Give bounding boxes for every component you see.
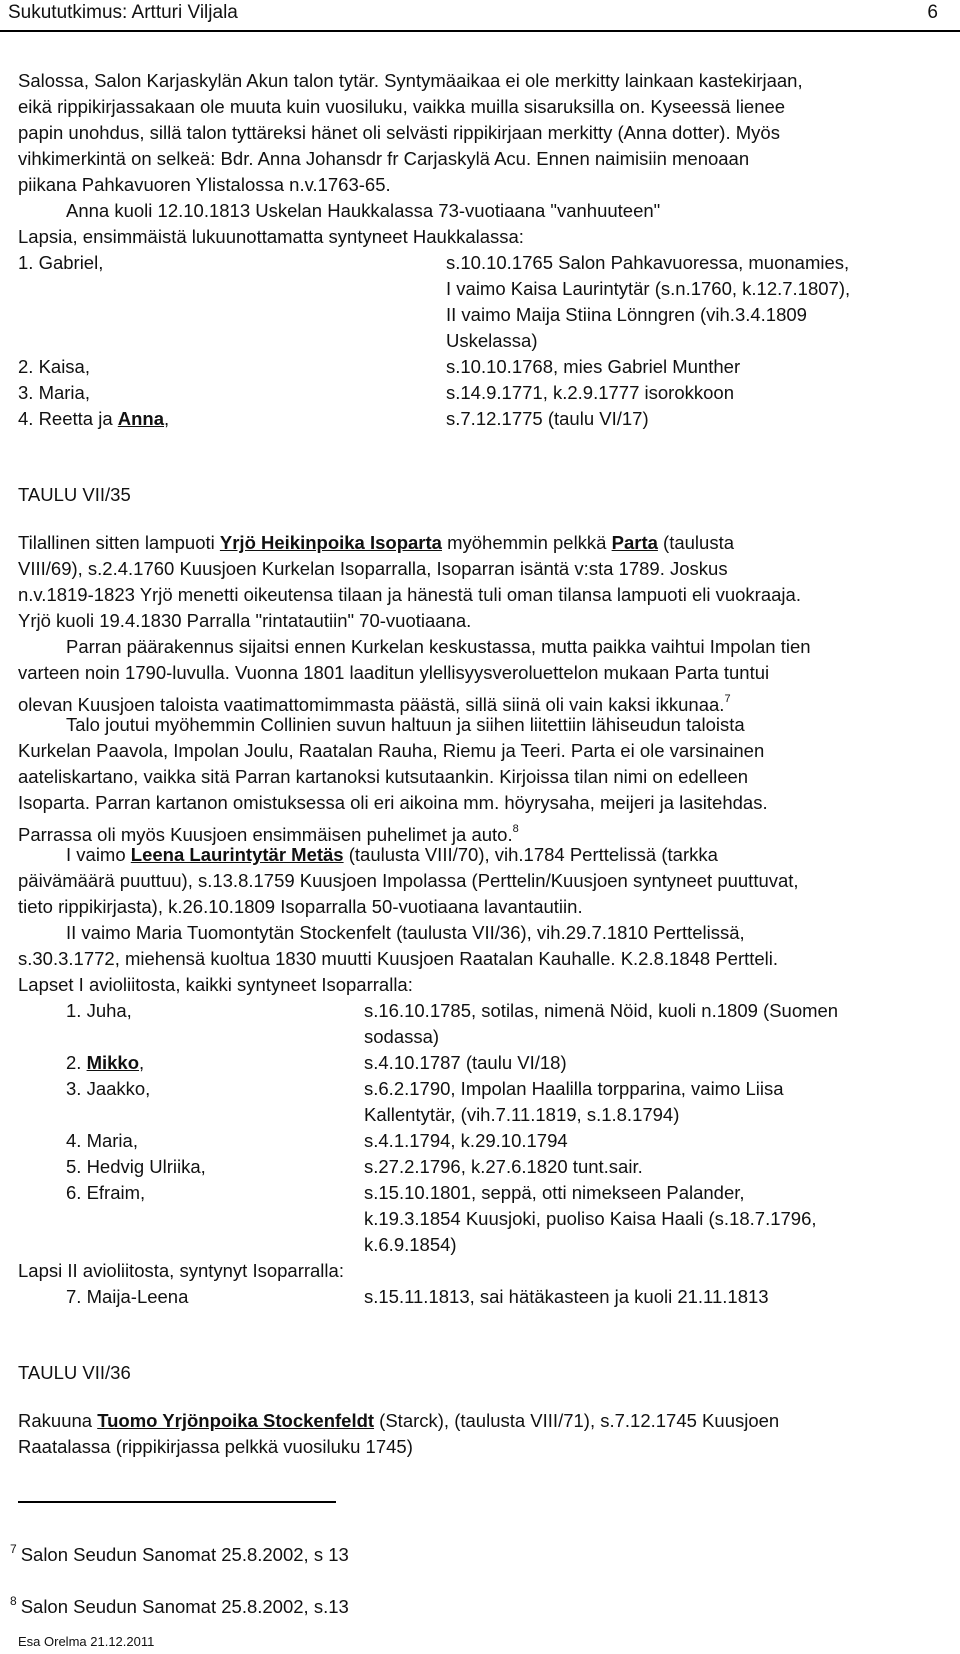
child-name-suffix: ,	[139, 1052, 145, 1073]
child-info: k.19.3.1854 Kuusjoki, puoliso Kaisa Haali (s.18.7.1796,	[364, 1208, 817, 1229]
paragraph-line: Isoparta. Parran kartanon omistuksessa oli eri aikoina mm. höyrysaha, meijeri ja lasitehdas.	[18, 792, 768, 813]
child-info: k.6.9.1854)	[364, 1234, 457, 1255]
child-name-prefix: 4. Reetta ja	[18, 408, 118, 429]
footnote	[10, 1536, 349, 1568]
child-name: 3. Jaakko,	[66, 1078, 151, 1099]
paragraph-line: Talo joutui myöhemmin Collinien suvun haltuun ja siihen liitettiin lähiseudun taloista	[66, 714, 745, 735]
child-name-prefix: 2.	[66, 1052, 87, 1073]
child-info: sodassa)	[364, 1026, 440, 1047]
text-span: (taulusta VIII/70), vih.1784 Perttelissä (tarkka	[343, 844, 718, 865]
section-title: TAULU VII/36	[18, 1362, 131, 1383]
paragraph-line: Kurkelan Paavola, Impolan Joulu, Raatalan Rauha, Riemu ja Teeri. Parta ei ole varsinainen	[18, 740, 765, 761]
child-info: Uskelassa)	[446, 330, 538, 351]
child-info: s.10.10.1768, mies Gabriel Munther	[446, 356, 741, 377]
children-heading: Lapset I avioliitosta, kaikki syntyneet Isoparralla:	[18, 974, 413, 995]
children-heading: Lapsia, ensimmäistä lukuunottamatta syntyneet Haukkalassa:	[18, 226, 524, 247]
footnote-ref[interactable]: 8	[512, 823, 519, 835]
paragraph-line: varteen noin 1790-luvulla. Vuonna 1801 laaditun ylellisyysveroluettelon mukaan Parta tuntui	[18, 662, 770, 683]
child-info: s.4.10.1787 (taulu VI/18)	[364, 1052, 567, 1073]
paragraph-line: päivämäärä puuttuu), s.13.8.1759 Kuusjoen Impolassa (Perttelin/Kuusjoen syntyneet puuttuvat,	[18, 870, 799, 891]
child-info: s.10.10.1765 Salon Pahkavuoressa, muonamies,	[446, 252, 850, 273]
paragraph-line: Yrjö kuoli 19.4.1830 Parralla "rintatautiin" 70-vuotiaana.	[18, 610, 472, 631]
page-number: 6	[927, 2, 938, 23]
footnote-ref[interactable]: 7	[724, 693, 731, 705]
intro-line: eikä rippikirjassakaan ole muuta kuin vuosiluku, vaikka muilla sisaruksilla on. Kyseessä lienee	[18, 96, 786, 117]
child-name: 3. Maria,	[18, 382, 90, 403]
page-footer: Esa Orelma 21.12.2011	[18, 1634, 155, 1649]
child-info: s.27.2.1796, k.27.6.1820 tunt.sair.	[364, 1156, 643, 1177]
paragraph-line	[18, 1408, 779, 1434]
header-divider	[0, 30, 960, 32]
child-name	[66, 1050, 144, 1076]
child-name	[18, 406, 169, 432]
child-info: s.4.1.1794, k.29.10.1794	[364, 1130, 568, 1151]
footnote-text: Salon Seudun Sanomat 25.8.2002, s 13	[20, 1544, 349, 1565]
text-span: Rakuuna	[18, 1410, 98, 1431]
footnote-divider	[18, 1501, 336, 1503]
person-name: Leena Laurintytär Metäs	[130, 844, 344, 865]
paragraph-line: Raatalassa (rippikirjassa pelkkä vuosiluku 1745)	[18, 1436, 413, 1457]
intro-line: Salossa, Salon Karjaskylän Akun talon tytär. Syntymäaikaa ei ole merkitty lainkaan kastekirjaan,	[18, 70, 803, 91]
page-header-title: Sukututkimus: Artturi Viljala	[8, 2, 238, 23]
intro-line: vihkimerkintä on selkeä: Bdr. Anna Johansdr fr Carjaskylä Acu. Ennen naimisiin menoaan	[18, 148, 750, 169]
person-name: Yrjö Heikinpoika Isoparta	[219, 532, 442, 553]
section-title: TAULU VII/35	[18, 484, 131, 505]
person-link-anna: Anna	[117, 408, 165, 429]
paragraph-line: n.v.1819-1823 Yrjö menetti oikeutensa tilaan ja hänestä tuli oman tilansa lampuoti eli vuokraaja.	[18, 584, 801, 605]
child-info: s.15.11.1813, sai hätäkasteen ja kuoli 21.11.1813	[364, 1286, 769, 1307]
person-name: Parta	[611, 532, 658, 553]
paragraph-line: II vaimo Maria Tuomontytän Stockenfelt (taulusta VII/36), vih.29.7.1810 Perttelissä,	[66, 922, 745, 943]
death-note: Anna kuoli 12.10.1813 Uskelan Haukkalassa 73-vuotiaana "vanhuuteen"	[66, 200, 661, 221]
child-info: s.6.2.1790, Impolan Haalilla torpparina, vaimo Liisa	[364, 1078, 784, 1099]
footnote-number: 8	[10, 1594, 17, 1608]
child-info: I vaimo Kaisa Laurintytär (s.n.1760, k.12.7.1807),	[446, 278, 851, 299]
child-name-suffix: ,	[164, 408, 170, 429]
text-span: (taulusta	[657, 532, 735, 553]
child-name: 4. Maria,	[66, 1130, 138, 1151]
text-span: (Starck), (taulusta VIII/71), s.7.12.1745 Kuusjoen	[374, 1410, 780, 1431]
child-info: s.15.10.1801, seppä, otti nimekseen Palander,	[364, 1182, 745, 1203]
intro-line: piikana Pahkavuoren Ylistalossa n.v.1763-65.	[18, 174, 391, 195]
footnote	[10, 1588, 349, 1620]
child-name: 5. Hedvig Ulriika,	[66, 1156, 206, 1177]
child-info: s.16.10.1785, sotilas, nimenä Nöid, kuoli n.1809 (Suomen	[364, 1000, 839, 1021]
footnote-number: 7	[10, 1542, 17, 1556]
text-span: I vaimo	[66, 844, 131, 865]
child-info: Kallentytär, (vih.7.11.1819, s.1.8.1794)	[364, 1104, 680, 1125]
text-span: myöhemmin pelkkä	[441, 532, 612, 553]
text-span: Tilallinen sitten lampuoti	[18, 532, 220, 553]
children-heading: Lapsi II avioliitosta, syntynyt Isoparralla:	[18, 1260, 344, 1281]
child-name: 7. Maija-Leena	[66, 1286, 189, 1307]
child-info: II vaimo Maija Stiina Lönngren (vih.3.4.1809	[446, 304, 807, 325]
text-span: Parrassa oli myös Kuusjoen ensimmäisen puhelimet ja auto.	[18, 824, 513, 845]
intro-line: papin unohdus, sillä talon tyttäreksi hänet oli selvästi rippikirjaan merkitty (Anna dotter). Myös	[18, 122, 780, 143]
child-name: 1. Gabriel,	[18, 252, 104, 273]
child-info: s.14.9.1771, k.2.9.1777 isorokkoon	[446, 382, 734, 403]
paragraph-line: VIII/69), s.2.4.1760 Kuusjoen Kurkelan Isoparralla, Isoparran isäntä v:sta 1789. Joskus	[18, 558, 728, 579]
paragraph-line: aateliskartano, vaikka sitä Parran kartanoksi kutsutaankin. Kirjoissa tilan nimi on edelleen	[18, 766, 749, 787]
paragraph-line: Parran päärakennus sijaitsi ennen Kurkelan keskustassa, mutta paikka vaihtui Impolan tien	[66, 636, 811, 657]
person-name: Tuomo Yrjönpoika Stockenfeldt	[97, 1410, 375, 1431]
child-info: s.7.12.1775 (taulu VI/17)	[446, 408, 649, 429]
paragraph-line: tieto rippikirjasta), k.26.10.1809 Isoparralla 50-vuotiaana lavantautiin.	[18, 896, 583, 917]
text-span: olevan Kuusjoen taloista vaatimattomimmasta päästä, sillä siinä oli vain kaksi ikkunaa.	[18, 694, 725, 715]
person-link-mikko: Mikko	[86, 1052, 140, 1073]
paragraph-line	[18, 530, 734, 556]
child-name: 1. Juha,	[66, 1000, 132, 1021]
footnote-text: Salon Seudun Sanomat 25.8.2002, s.13	[20, 1596, 349, 1617]
paragraph-line	[66, 842, 718, 868]
child-name: 2. Kaisa,	[18, 356, 90, 377]
child-name: 6. Efraim,	[66, 1182, 146, 1203]
paragraph-line: s.30.3.1772, miehensä kuoltua 1830 muutti Kuusjoen Raatalan Kauhalle. K.2.8.1848 Pertteli.	[18, 948, 779, 969]
